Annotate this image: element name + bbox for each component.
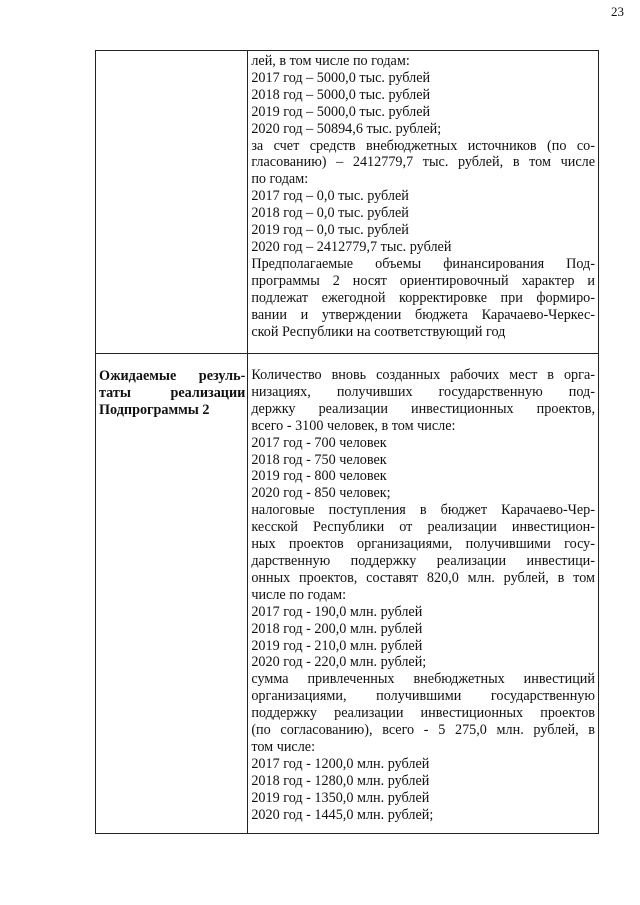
results-label-line: Подпрограммы 2 <box>99 401 210 418</box>
results-text-line: 2017 год - 1200,0 млн. рублей <box>251 755 430 772</box>
expected-results-label <box>96 354 248 834</box>
results-text-line: держку реализации инвестиционных проектов, <box>251 400 595 417</box>
financing-text-line: 2018 год – 0,0 тыс. рублей <box>251 205 409 222</box>
financing-row <box>96 51 599 354</box>
results-text-line: ных проектов организациями, получившими госу- <box>251 536 595 553</box>
financing-label-cell <box>96 51 248 354</box>
financing-text-line: гласованию) – 2412779,7 тыс. рублей, в том числе <box>251 154 595 171</box>
results-text-line: 2018 год - 200,0 млн. рублей <box>251 620 423 637</box>
results-text-line: 2018 год - 750 человек <box>251 451 387 468</box>
page-number: 23 <box>611 4 624 19</box>
results-label-line: Ожидаемые резуль- <box>99 368 246 384</box>
results-text-line: 2020 год - 1445,0 млн. рублей; <box>251 806 434 823</box>
financing-text-line: подлежат ежегодной корректировке при формиро- <box>251 289 595 306</box>
results-text-line: Количество вновь созданных рабочих мест в орга- <box>251 367 595 383</box>
results-text-line: дарственную поддержку реализации инвестици- <box>251 552 595 569</box>
results-text-line: 2017 год - 190,0 млн. рублей <box>251 603 423 620</box>
expected-results-row <box>96 354 599 834</box>
financing-text-line: 2017 год – 5000,0 тыс. рублей <box>251 69 431 86</box>
results-text-line: всего - 3100 человек, в том числе: <box>251 417 456 434</box>
results-text-line: 2019 год - 210,0 млн. рублей <box>251 637 423 654</box>
financing-text-line: за счет средств внебюджетных источников (по со- <box>251 137 595 154</box>
results-label-line: таты реализации <box>99 384 246 401</box>
financing-text-line: программы 2 носят ориентировочный характер и <box>251 272 595 289</box>
financing-text-line: Предполагаемые объемы финансирования Под- <box>251 255 595 272</box>
results-text-line: (по согласованию), всего - 5 275,0 млн. рублей, в <box>251 722 595 739</box>
results-text-line: том числе: <box>251 738 316 755</box>
financing-text-line: ской Республики на соответствующий год <box>251 323 506 340</box>
financing-text-line: 2020 год – 2412779,7 тыс. рублей <box>251 238 452 255</box>
financing-text-line: 2018 год – 5000,0 тыс. рублей <box>251 86 431 103</box>
results-text-line: кесской Республики от реализации инвестицион- <box>251 519 595 536</box>
results-text-line: числе по годам: <box>251 586 347 603</box>
financing-text-line: вании и утверждении бюджета Карачаево-Черкес- <box>251 306 595 323</box>
results-text-line: 2020 год - 220,0 млн. рублей; <box>251 654 427 671</box>
results-text-line: онных проектов, составят 820,0 млн. рублей, в том <box>251 569 595 586</box>
financing-text-line: 2017 год – 0,0 тыс. рублей <box>251 188 409 205</box>
program-passport-table <box>95 50 599 834</box>
results-text-line: 2019 год - 1350,0 млн. рублей <box>251 789 430 806</box>
results-text-line: 2020 год - 850 человек; <box>251 485 391 502</box>
financing-text-line: 2019 год – 5000,0 тыс. рублей <box>251 103 431 120</box>
expected-results-content-cell <box>248 354 599 834</box>
results-text-line: 2019 год - 800 человек <box>251 468 387 485</box>
results-text-line: 2017 год - 700 человек <box>251 434 387 451</box>
results-text-line: низациях, получивших государственную под- <box>251 383 595 400</box>
results-text-line: 2018 год - 1280,0 млн. рублей <box>251 772 430 789</box>
financing-text-line: по годам: <box>251 171 309 188</box>
results-text-line: организациями, получившими государственную <box>251 688 595 705</box>
financing-text-line: 2020 год – 50894,6 тыс. рублей; <box>251 120 442 137</box>
results-text-line: сумма привлеченных внебюджетных инвестиций <box>251 671 595 688</box>
financing-text-line: лей, в том числе по годам: <box>251 53 410 69</box>
results-text-line: поддержку реализации инвестиционных проектов <box>251 705 595 722</box>
financing-content-cell <box>248 51 599 354</box>
results-text-line: налоговые поступления в бюджет Карачаево-Чер- <box>251 502 595 519</box>
financing-text-line: 2019 год – 0,0 тыс. рублей <box>251 222 409 239</box>
